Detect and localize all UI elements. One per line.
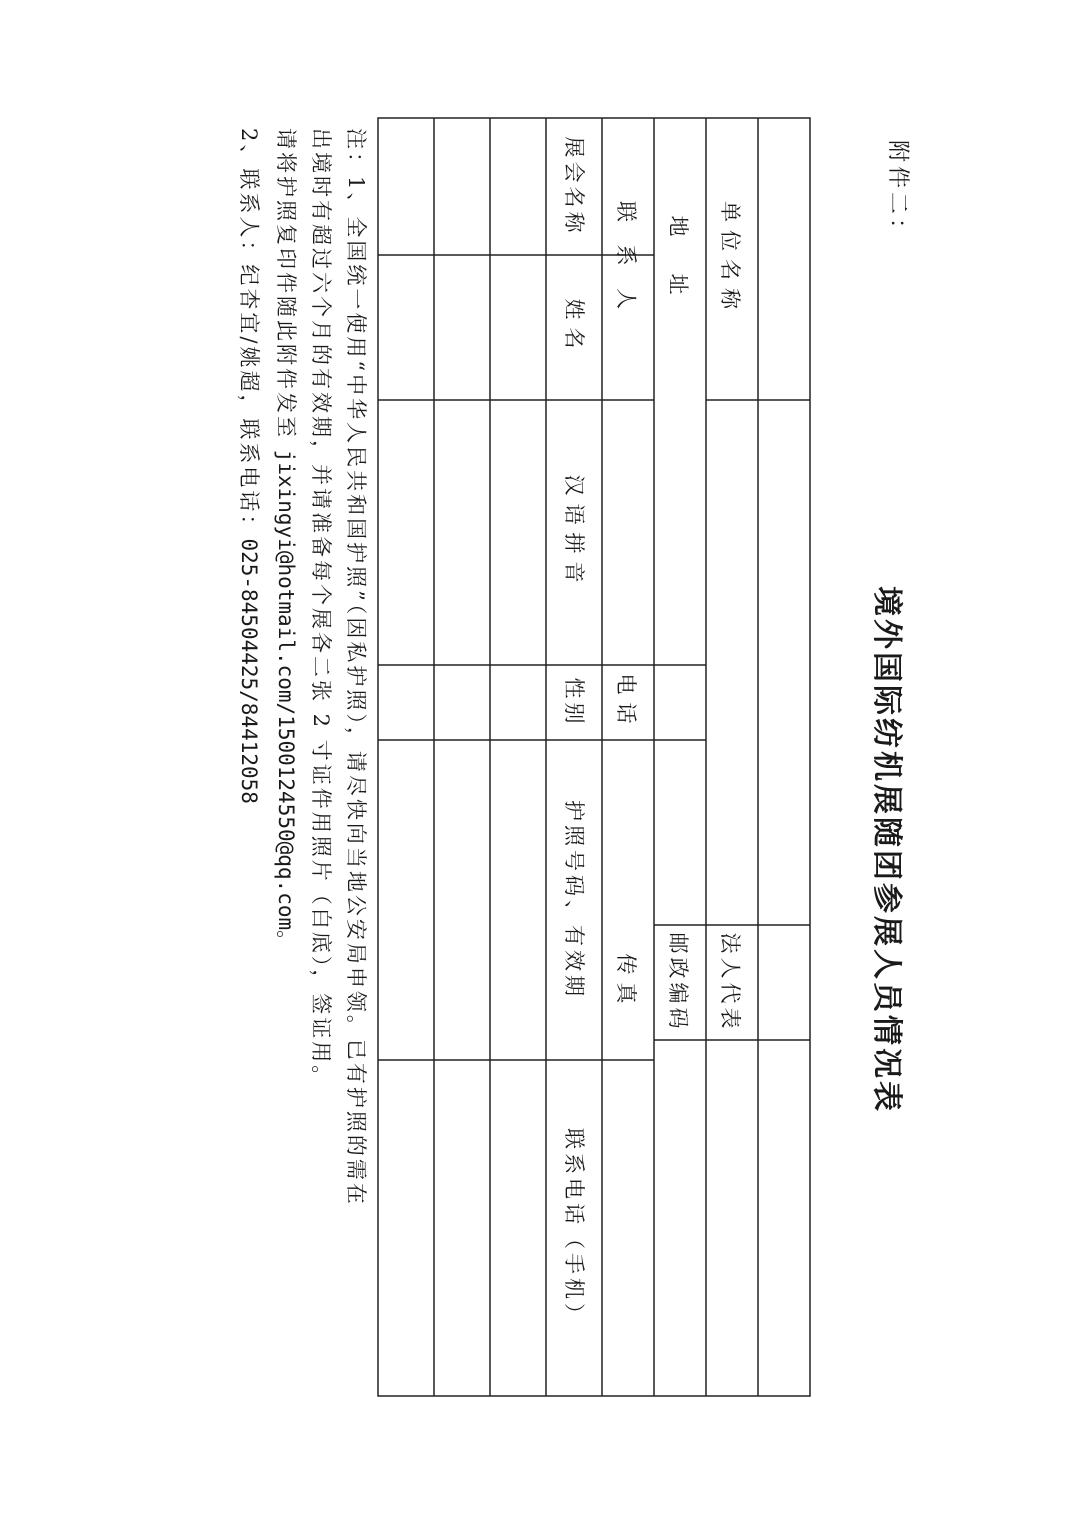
fax-label: 传真	[614, 953, 638, 1012]
table-row	[378, 118, 434, 1396]
note-line-4-prefix: 2、联系人：纪杏宜/姚超，联系电话：	[237, 128, 261, 539]
contact-phone: 025-84504425/84412058	[237, 538, 261, 804]
legal-rep-field[interactable]	[716, 1040, 746, 1396]
cell-pinyin[interactable]	[490, 400, 546, 665]
contact-label: 联 系 人	[614, 200, 638, 318]
phone-label: 电话	[614, 673, 638, 732]
cell-mobile[interactable]	[378, 1060, 434, 1396]
postal-code-label: 邮政编码	[666, 932, 690, 1033]
cell-mobile[interactable]	[490, 1060, 546, 1396]
cell-gender[interactable]	[490, 665, 546, 740]
cell-passport[interactable]	[490, 740, 546, 1060]
note-line-1: 注：1、全国统一使用“中华人民共和国护照”（因私护照），请尽快向当地公安局申领。已有护照的需在	[344, 128, 368, 1207]
cell-passport[interactable]	[434, 740, 490, 1060]
header-exhibition-name: 展会名称	[562, 136, 586, 237]
fax-field[interactable]	[612, 1040, 642, 1396]
address-label: 地 址	[666, 215, 690, 303]
header-passport: 护照号码、有效期	[562, 800, 586, 1000]
note-line-4	[235, 128, 265, 804]
table-row	[434, 118, 490, 1396]
legal-rep-label: 法人代表	[718, 932, 742, 1033]
cell-pinyin[interactable]	[378, 400, 434, 665]
address-field[interactable]	[664, 400, 694, 925]
unit-name-label: 单位名称	[718, 201, 742, 317]
header-pinyin: 汉语拼音	[562, 474, 586, 591]
header-name: 姓名	[562, 298, 586, 357]
cell-exhibition-name[interactable]	[434, 118, 490, 255]
unit-name-field[interactable]	[716, 400, 746, 925]
cell-gender[interactable]	[434, 665, 490, 740]
cell-exhibition-name[interactable]	[490, 118, 546, 255]
note-line-3-suffix: 。	[274, 930, 298, 955]
cell-gender[interactable]	[378, 665, 434, 740]
cell-name[interactable]	[378, 255, 434, 400]
table-row	[490, 118, 546, 1396]
attachment-label: 附件二：	[885, 140, 910, 245]
phone-field[interactable]	[612, 740, 642, 925]
header-mobile: 联系电话（手机）	[562, 1128, 586, 1328]
note-line-3	[272, 128, 302, 954]
page-title: 境外国际纺机展随团参展人员情况表	[869, 586, 904, 1114]
cell-pinyin[interactable]	[434, 400, 490, 665]
cell-passport[interactable]	[378, 740, 434, 1060]
header-gender: 性别	[562, 677, 586, 728]
postal-code-field[interactable]	[664, 1040, 694, 1396]
note-line-2: 出境时有超过六个月的有效期，并请准备每个展各二张 2 寸证件用照片（白底），签证用。	[309, 128, 333, 1090]
cell-name[interactable]	[490, 255, 546, 400]
cell-exhibition-name[interactable]	[378, 118, 434, 255]
note-line-3-prefix: 请将护照复印件随此附件发至	[274, 128, 298, 450]
cell-name[interactable]	[434, 255, 490, 400]
contact-email[interactable]: jixingyi@hotmail.com/1500124550@qq.com	[274, 449, 298, 931]
cell-mobile[interactable]	[434, 1060, 490, 1396]
contact-field[interactable]	[612, 400, 642, 665]
